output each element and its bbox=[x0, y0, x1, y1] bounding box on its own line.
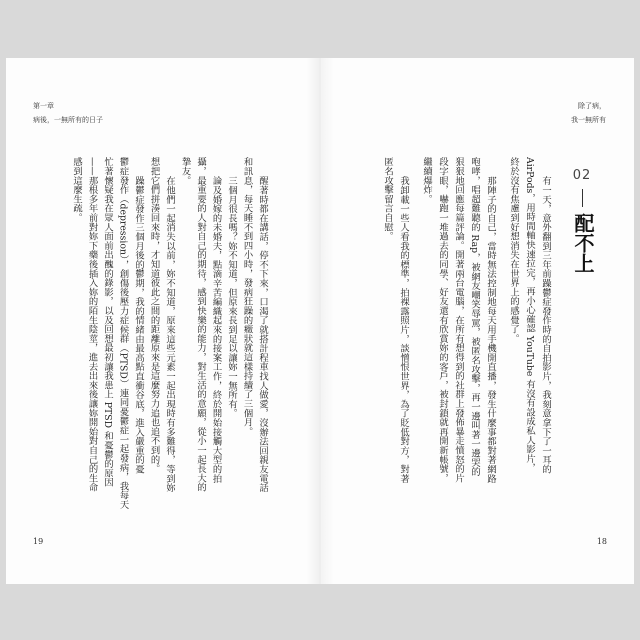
running-head-chapter: 第一章 bbox=[33, 102, 54, 110]
text-line: 有一天，意外翻到三年前躁鬱症發作時的自拍影片，我刻意拿下了一耳的 bbox=[540, 175, 551, 474]
running-head-right bbox=[571, 99, 606, 127]
paragraph bbox=[177, 157, 224, 497]
text-line: 感到這麼生疏。 bbox=[71, 157, 82, 223]
paragraph bbox=[239, 157, 270, 497]
running-head-line-1: 除了病， bbox=[578, 102, 606, 110]
page-number-left: 19 bbox=[33, 537, 44, 546]
book-gutter bbox=[306, 58, 334, 584]
text-line: 和訊息，每天睡不到四小時，發病狂躁的癥狀就這樣持續了三個月。 bbox=[241, 157, 253, 436]
chapter-number: 02 bbox=[572, 168, 592, 183]
right-page-body bbox=[379, 157, 553, 497]
text-line: 狠狠地回應每篇評論。開著兩台電腦，在所有想得到的社群上發佈暴走憤怒的片 bbox=[453, 157, 464, 483]
text-line: 攝，最重要的人對自己的期待，感到快樂的能力，對生活的意願，從小一起長大的 bbox=[195, 157, 206, 492]
paragraph bbox=[379, 157, 411, 497]
text-line: 論及婚嫁的未婚夫，點滴辛苦編織起來的接案工作，終於開始接觸大型的拍 bbox=[210, 175, 222, 483]
running-head-title: 病後，一無所有的日子 bbox=[33, 116, 103, 124]
paragraph bbox=[224, 157, 240, 497]
left-page-body bbox=[69, 157, 271, 510]
text-line: 想把它們拼湊回來時，才知道彼此之間的距離原來是這麼努力追也追不到的。 bbox=[148, 157, 160, 474]
page-number-right: 18 bbox=[596, 537, 607, 546]
chapter-title: 配不上 bbox=[571, 213, 595, 273]
text-line: 我卸載一些人看我的標準，拍裸露照片，談憎恨世界，為了貶低對方，對著 bbox=[398, 175, 409, 483]
text-line: 終於沒有焦慮到好想消失在世界上的感覺了。 bbox=[508, 157, 519, 343]
text-line: 摯友。 bbox=[179, 157, 191, 185]
text-line: 三個月很長嗎？妳不知道，但原來長到足以讓妳一無所有。 bbox=[226, 175, 237, 418]
text-line: ——那根多年前對妳下藥後插入妳的陌生陰莖，進去出來後讓妳開始對自己的生命 bbox=[86, 157, 98, 492]
text-line: 鬱症發作（depression），創傷後壓力症候群（PTSD）連同憂鬱症一起發病，我每天 bbox=[117, 157, 129, 510]
text-line: 繼續爆炸。 bbox=[421, 157, 432, 204]
text-line: 忙著懷疑我在眾人面前出醜的錄影，以及回想最初讓我患上 PTSD 和憂鬱的原因 bbox=[102, 157, 113, 487]
text-line: 那陣子的自己，當時無法控制地每天用手機開直播，發生什麼事都對著網路 bbox=[485, 175, 496, 483]
paragraph bbox=[505, 157, 553, 497]
text-line: 躁鬱症發作三個月後的鬱期，我的情緒由最高點直衝谷底，進入嚴重的憂 bbox=[133, 175, 144, 474]
text-line: 匿名攻擊留言自慰。 bbox=[382, 157, 393, 241]
text-line: 咆哮，唱超難聽的 Rap，被網友嘲笑辱罵，被匿名攻擊，再一邊叫著一邊哭的 bbox=[469, 157, 480, 477]
paragraph bbox=[69, 157, 147, 510]
text-line: 醒著時都在講話，停不下來，口渴了就搭計程車找人做愛，沒辦法回親友電話 bbox=[257, 175, 268, 492]
running-head-left bbox=[33, 99, 103, 127]
text-line: 在他們一起消失以前，妳不知道，原來這些元素一起出現時有多難得，等到妳 bbox=[164, 175, 175, 492]
paragraph bbox=[418, 157, 498, 497]
text-line: AirPods，用時間軸快速拉完，再小心確認 YouTube 有沒有設成私人影片， bbox=[524, 157, 535, 473]
paragraph bbox=[146, 157, 177, 497]
text-line: 段字眼，嚇跑一堆過去的同學、好友還有欣賞妳的客戶，被封鎖就再開新帳號， bbox=[437, 157, 448, 483]
running-head-line-2: 我一無所有 bbox=[571, 116, 606, 124]
chapter-rule bbox=[582, 189, 583, 207]
